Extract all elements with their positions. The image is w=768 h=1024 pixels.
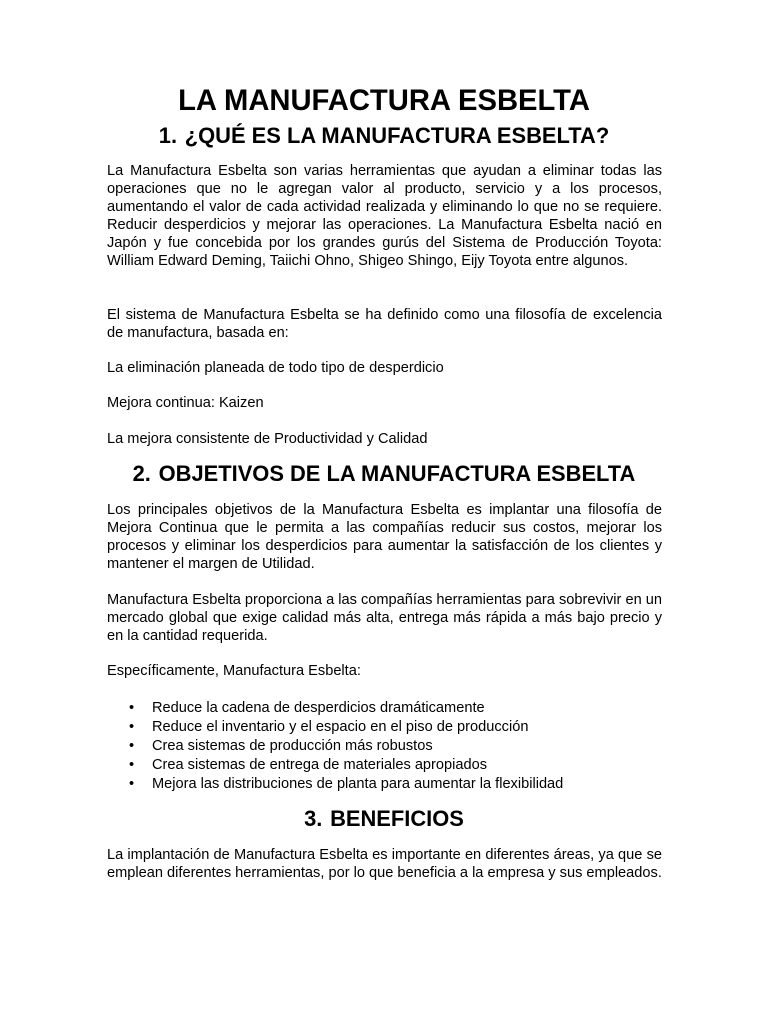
section-1-paragraph-3: La eliminación planeada de todo tipo de desperdicio xyxy=(107,360,444,376)
bullet-item xyxy=(107,699,662,718)
bullet-icon: • xyxy=(129,757,135,773)
section-2-paragraph-1: Los principales objetivos de la Manufactura Esbelta es implantar una filosofía de Mejora Continua que le permita a las compañías reducir sus costos, mejorar los procesos y eliminar los desperdicios para aumentar la satisfacción de los clientes y mantener el margen de Utilidad. xyxy=(107,502,662,572)
benefits-bullet-list xyxy=(107,699,662,794)
bullet-icon: • xyxy=(129,700,135,716)
section-1-paragraph-5: La mejora consistente de Productividad y Calidad xyxy=(107,431,428,447)
section-2-number: 2. xyxy=(132,461,151,486)
section-2-paragraph-3: Específicamente, Manufactura Esbelta: xyxy=(107,663,361,679)
section-3-paragraph-1: La implantación de Manufactura Esbelta es importante en diferentes áreas, ya que se emplean diferentes herramientas, por lo que beneficia a la empresa y sus empleados. xyxy=(107,847,662,881)
section-1-paragraph-1: La Manufactura Esbelta son varias herramientas que ayudan a eliminar todas las operaciones que no le agregan valor al producto, servicio y a los procesos, aumentando el valor de cada actividad realizada y eliminando lo que no se requiere. Reducir desperdicios y mejorar las operaciones. La Manufactura Esbelta nació en Japón y fue concebida por los grandes gurús del Sistema de Producción Toyota: William Edward Deming, Taiichi Ohno, Shigeo Shingo, Eijy Toyota entre algunos. xyxy=(107,163,662,269)
section-3-title: BENEFICIOS xyxy=(330,806,464,831)
section-2-title: OBJETIVOS DE LA MANUFACTURA ESBELTA xyxy=(158,461,636,486)
bullet-text: Crea sistemas de producción más robustos xyxy=(152,738,433,754)
bullet-item xyxy=(107,756,662,775)
bullet-text: Reduce la cadena de desperdicios dramáticamente xyxy=(152,700,485,716)
bullet-item xyxy=(107,775,662,794)
section-1-paragraph-2: El sistema de Manufactura Esbelta se ha definido como una filosofía de excelencia de manufactura, basada en: xyxy=(107,307,662,341)
section-1-paragraph-4: Mejora continua: Kaizen xyxy=(107,395,264,411)
bullet-icon: • xyxy=(129,738,135,754)
section-3-heading xyxy=(0,806,768,831)
document-title: LA MANUFACTURA ESBELTA xyxy=(178,85,590,117)
bullet-icon: • xyxy=(129,776,135,792)
bullet-text: Mejora las distribuciones de planta para aumentar la flexibilidad xyxy=(152,776,564,792)
section-1-heading xyxy=(0,123,768,148)
bullet-text: Reduce el inventario y el espacio en el piso de producción xyxy=(152,719,529,735)
bullet-item xyxy=(107,718,662,737)
section-2-heading xyxy=(0,461,768,486)
bullet-item xyxy=(107,737,662,756)
section-3-number: 3. xyxy=(304,806,323,831)
bullet-text: Crea sistemas de entrega de materiales apropiados xyxy=(152,757,488,773)
section-1-title: ¿QUÉ ES LA MANUFACTURA ESBELTA? xyxy=(184,123,610,148)
bullet-icon: • xyxy=(129,719,135,735)
section-2-paragraph-2: Manufactura Esbelta proporciona a las compañías herramientas para sobrevivir en un mercado global que exige calidad más alta, entrega más rápida a más bajo precio y en la cantidad requerida. xyxy=(107,592,662,644)
section-1-number: 1. xyxy=(158,123,178,148)
